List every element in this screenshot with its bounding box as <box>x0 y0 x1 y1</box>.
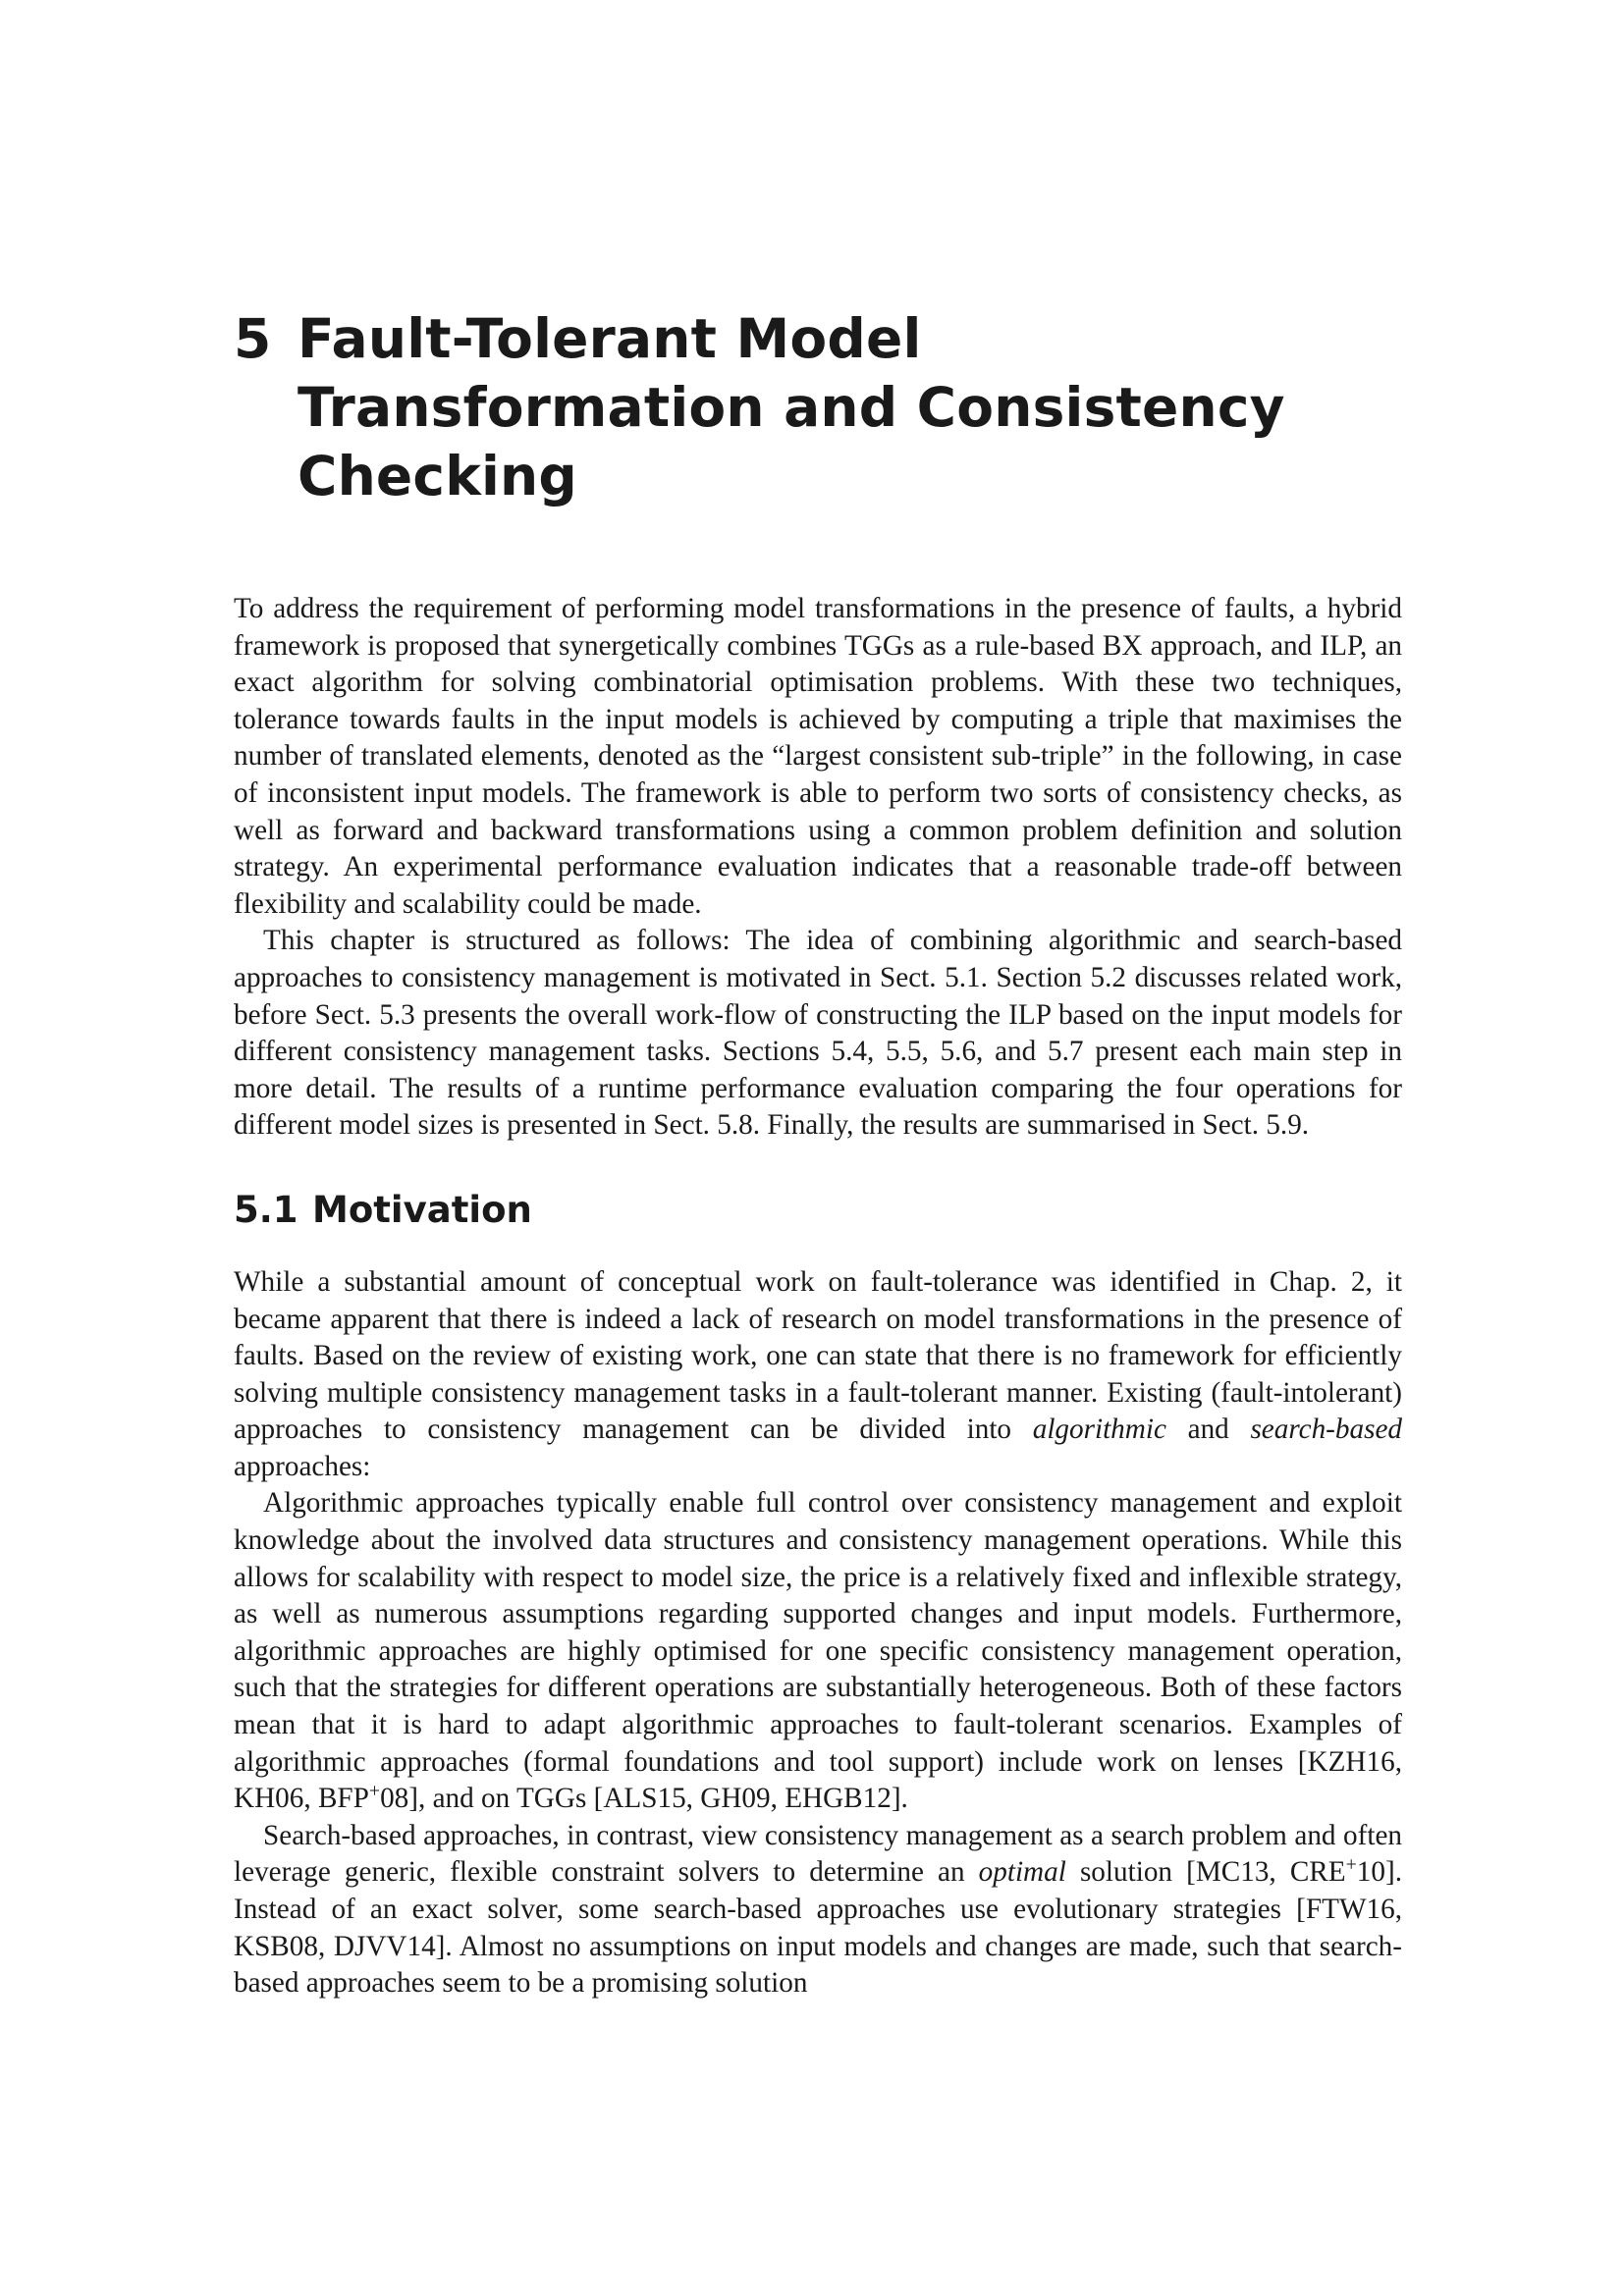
section-heading <box>234 1188 1402 1233</box>
text-run: approaches: <box>234 1450 371 1482</box>
emphasis-algorithmic: algorithmic <box>1032 1414 1166 1446</box>
page <box>234 304 1402 2002</box>
chapter-heading <box>234 304 1402 510</box>
emphasis-search-based: search-based <box>1250 1414 1402 1446</box>
text-run: While a substantial amount of conceptual work on fault-tolerance was identified in Chap. 2, it became apparent that there is indeed a lack of research on model transformations in the presence of faults. Based on the review of existing work, one can state that there is no framework for efficiently solving multiple consistency management tasks in a fault-tolerant manner. Existing (fault-intolerant) approaches to consistency management can be divided into <box>234 1265 1402 1446</box>
motivation-paragraph-3 <box>234 1818 1402 2002</box>
chapter-number: 5 <box>234 307 272 370</box>
text-run: Algorithmic approaches typically enable full control over consistency management and exploit knowledge about the involved data structures and consistency management operations. While this allows for scalability with respect to model size, the price is a relatively fixed and inflexible strategy, as well as numerous assumptions regarding supported changes and input models. Furthermore, algorithmic approaches are highly optimised for one specific consistency management operation, such that the strategies for different operations are substantially heterogeneous. Both of these factors mean that it is hard to adapt algorithmic approaches to fault-tolerant scenarios. Examples of algorithmic approaches (formal foundations and tool support) include work on lenses [KZH16, KH06, BFP <box>234 1487 1402 1815</box>
motivation-paragraph-1 <box>234 1264 1402 1486</box>
intro-paragraph-1: To address the requirement of performing model transformations in the presence of faults, a hybrid framework is proposed that synergetically combines TGGs as a rule-based BX approach, and ILP, an exact algorithm for solving combinatorial optimisation problems. With these two techniques, tolerance towards faults in the input models is achieved by computing a triple that maximises the number of translated elements, denoted as the “largest consistent sub-triple” in the following, in case of inconsistent input models. The framework is able to perform two sorts of consistency checks, as well as forward and backward transformations using a common problem definition and solution strategy. An experimental performance evaluation indicates that a reasonable trade-off between flexibility and scalability could be made. <box>234 593 1402 920</box>
text-run: 08], and on TGGs [ALS15, GH09, EHGB12]. <box>380 1783 908 1815</box>
emphasis-optimal: optimal <box>978 1856 1066 1889</box>
chapter-title: Fault-Tolerant Model Transformation and Consistency Checking <box>298 307 1285 507</box>
superscript-plus: + <box>1345 1853 1357 1876</box>
motivation-paragraph-2 <box>234 1485 1402 1817</box>
section-title: Motivation <box>312 1188 532 1231</box>
section-number: 5.1 <box>234 1188 298 1231</box>
intro-paragraph-2: This chapter is structured as follows: The idea of combining algorithmic and search-based approaches to consistency management is motivated in Sect. 5.1. Section 5.2 discusses related work, before Sect. 5.3 presents the overall work-flow of constructing the ILP based on the input models for different consistency management tasks. Sections 5.4, 5.5, 5.6, and 5.7 present each main step in more detail. The results of a runtime performance evaluation comparing the four operations for different model sizes is presented in Sect. 5.8. Finally, the results are summarised in Sect. 5.9. <box>234 925 1402 1142</box>
text-run: solution [MC13, CRE <box>1065 1856 1346 1889</box>
text-run: 10]. Instead of an exact solver, some search-based approaches use evolutionary strategies [FTW16, KSB08, DJVV14]. Almost no assumptions on input models and changes are made, such that search-based approaches seem to be a promising solution <box>234 1856 1403 2000</box>
text-run: Search-based approaches, in contrast, view consistency management as a search problem and often leverage generic, flexible constraint solvers to determine an <box>234 1819 1402 1889</box>
superscript-plus: + <box>368 1780 381 1802</box>
text-run: and <box>1165 1414 1251 1446</box>
